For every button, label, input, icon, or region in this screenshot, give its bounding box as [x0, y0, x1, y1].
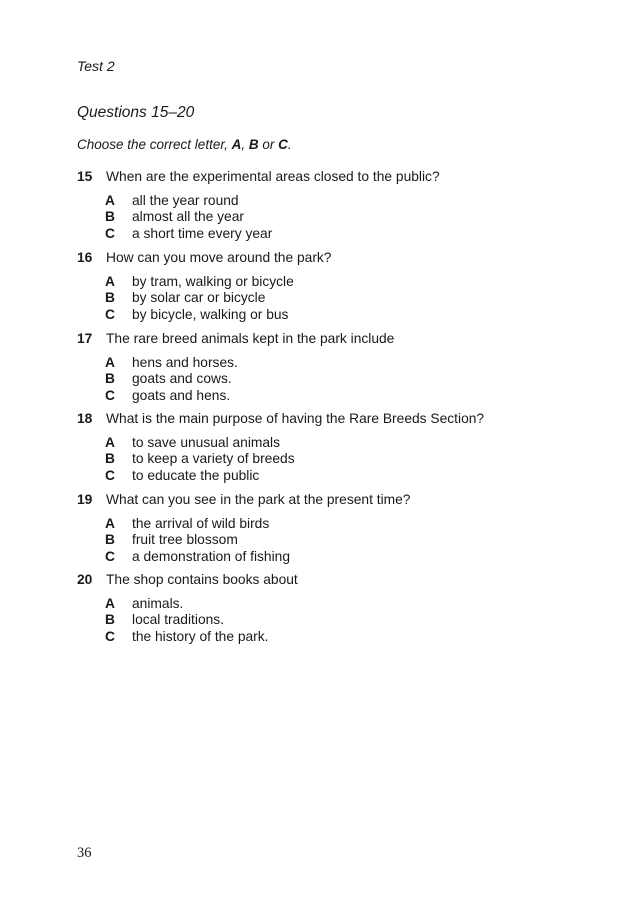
option-text: goats and cows.	[132, 371, 232, 387]
option-letter: A	[105, 516, 115, 531]
question-line	[77, 169, 617, 187]
option-a	[105, 516, 617, 532]
option-c	[105, 629, 617, 645]
instruction-letter-c: C	[278, 137, 288, 152]
question-number: 17	[77, 331, 93, 346]
option-text: the arrival of wild birds	[132, 516, 270, 531]
option-list	[77, 355, 617, 404]
question-17	[77, 331, 617, 404]
option-list	[77, 596, 617, 645]
instruction-letter-a: A	[231, 137, 242, 152]
question-line	[77, 411, 617, 429]
option-list	[77, 516, 617, 565]
instruction-letter-b: B	[248, 137, 259, 152]
question-text: What is the main purpose of having the Rare Breeds Section?	[106, 411, 485, 426]
option-c	[105, 226, 617, 242]
option-a	[105, 193, 617, 209]
question-16	[77, 250, 617, 323]
option-text: all the year round	[132, 193, 239, 208]
option-letter: B	[105, 532, 115, 548]
option-letter: A	[105, 355, 115, 370]
question-line	[77, 572, 617, 590]
option-letter: A	[105, 435, 115, 450]
option-text: animals.	[132, 596, 184, 611]
option-letter: A	[105, 274, 115, 289]
question-text: The shop contains books about	[106, 572, 298, 587]
option-b	[105, 451, 617, 467]
option-text: a demonstration of fishing	[132, 548, 290, 564]
option-a	[105, 435, 617, 451]
page-number: 36	[77, 845, 92, 861]
option-letter: A	[105, 193, 115, 208]
option-list	[77, 274, 617, 323]
question-line	[77, 250, 617, 268]
instruction-text	[77, 137, 292, 152]
question-line	[77, 492, 617, 510]
option-letter: C	[105, 628, 115, 644]
option-letter: C	[105, 467, 115, 483]
instruction-suffix: .	[287, 137, 292, 152]
option-letter: A	[105, 596, 115, 611]
option-letter: B	[105, 371, 115, 387]
option-letter: C	[105, 387, 115, 403]
option-b	[105, 290, 617, 306]
option-b	[105, 612, 617, 628]
option-letter: C	[105, 306, 115, 322]
option-b	[105, 371, 617, 387]
option-text: almost all the year	[132, 209, 244, 225]
option-a	[105, 596, 617, 612]
option-letter: C	[105, 225, 115, 241]
question-number: 16	[77, 250, 93, 265]
option-letter: B	[105, 290, 115, 306]
question-15	[77, 169, 617, 242]
question-text: When are the experimental areas closed to the public?	[106, 169, 440, 184]
option-text: fruit tree blossom	[132, 532, 238, 548]
test-label: Test 2	[77, 58, 115, 74]
question-text: What can you see in the park at the present time?	[106, 492, 411, 507]
instruction-prefix: Choose the correct letter,	[77, 137, 232, 152]
option-c	[105, 307, 617, 323]
question-19	[77, 492, 617, 565]
question-18	[77, 411, 617, 484]
option-letter: B	[105, 612, 115, 628]
option-a	[105, 355, 617, 371]
question-number: 20	[77, 572, 93, 587]
option-b	[105, 209, 617, 225]
option-b	[105, 532, 617, 548]
option-a	[105, 274, 617, 290]
option-text: by solar car or bicycle	[132, 290, 266, 306]
option-text: by tram, walking or bicycle	[132, 274, 294, 289]
option-text: to save unusual animals	[132, 435, 281, 450]
option-c	[105, 468, 617, 484]
option-c	[105, 388, 617, 404]
option-text: hens and horses.	[132, 355, 238, 370]
section-title: Questions 15–20	[77, 104, 195, 121]
question-line	[77, 331, 617, 349]
option-letter: B	[105, 209, 115, 225]
option-letter: B	[105, 451, 115, 467]
question-number: 15	[77, 169, 93, 184]
instruction-sep-2: or	[258, 137, 279, 152]
option-text: by bicycle, walking or bus	[132, 306, 289, 322]
instruction-sep-1: ,	[241, 137, 249, 152]
option-list	[77, 435, 617, 484]
option-text: a short time every year	[132, 225, 273, 241]
question-text: How can you move around the park?	[106, 250, 332, 265]
question-20	[77, 572, 617, 645]
option-text: goats and hens.	[132, 387, 231, 403]
option-list	[77, 193, 617, 242]
question-text: The rare breed animals kept in the park include	[106, 331, 395, 346]
option-c	[105, 549, 617, 565]
question-number: 19	[77, 492, 93, 507]
option-text: to keep a variety of breeds	[132, 451, 295, 467]
question-number: 18	[77, 411, 93, 426]
option-text: local traditions.	[132, 612, 225, 628]
option-text: to educate the public	[132, 467, 260, 483]
option-letter: C	[105, 548, 115, 564]
option-text: the history of the park.	[132, 628, 269, 644]
